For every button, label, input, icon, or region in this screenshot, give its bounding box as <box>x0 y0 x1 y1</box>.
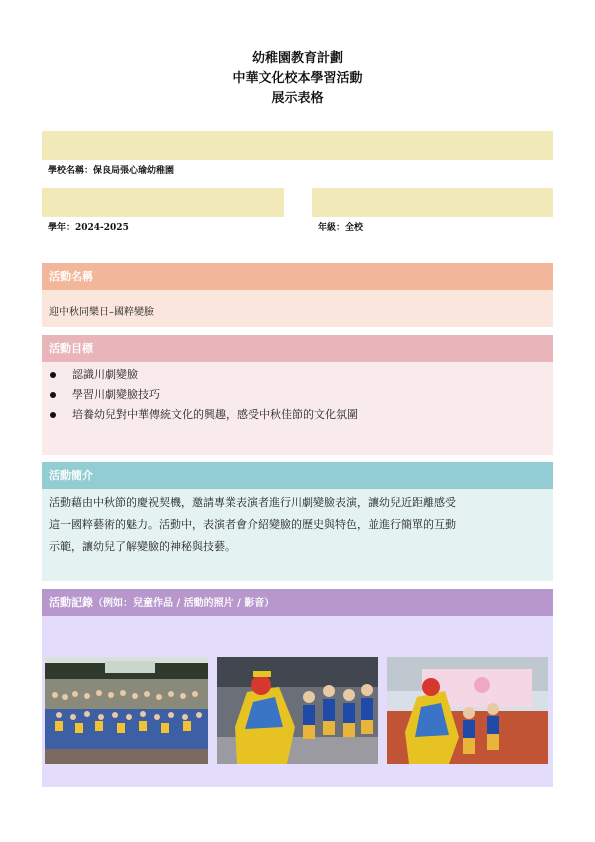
introduction-section <box>42 489 553 581</box>
school-year-bar <box>42 188 284 217</box>
objectives-section <box>42 362 553 455</box>
grade-label: 年級：全校 <box>318 223 364 233</box>
bullet-icon <box>50 372 56 378</box>
bullet-icon <box>50 412 56 418</box>
objectives-heading: 活動目標 <box>42 335 553 362</box>
records-heading-text: 活動記錄 <box>49 596 93 609</box>
records-heading <box>42 589 553 616</box>
activity-name-section <box>42 290 553 327</box>
photo-stage-performance <box>387 657 548 764</box>
objectives-list <box>42 365 553 425</box>
plan-title: 幼稚園教育計劃 <box>251 51 343 66</box>
grade-bar <box>312 188 553 217</box>
records-heading-note: （例如：兒童作品 / 活動的照片 / 影音） <box>93 598 275 609</box>
activity-title: 中華文化校本學習活動 <box>232 71 363 86</box>
bullet-icon <box>50 392 56 398</box>
objective-item: 學習川劇變臉技巧 <box>42 385 553 405</box>
introduction-line: 活動藉由中秋節的慶祝契機，邀請專業表演者進行川劇變臉表演，讓幼兒近距離感受 <box>49 496 456 509</box>
activity-name-heading: 活動名稱 <box>42 263 553 290</box>
activity-name-value: 迎中秋同樂日–國粹變臉 <box>49 307 154 318</box>
photo-performer-children <box>217 657 378 764</box>
introduction-heading: 活動簡介 <box>42 462 553 489</box>
form-title: 展示表格 <box>271 91 324 106</box>
introduction-line: 這一國粹藝術的魅力。活動中，表演者會介紹變臉的歷史與特色，並進行簡單的互動 <box>49 518 456 531</box>
photo-group-playground <box>45 657 208 764</box>
introduction-line: 示範，讓幼兒了解變臉的神秘與技藝。 <box>49 540 236 553</box>
school-name-label: 學校名稱：保良局張心瑜幼稚園 <box>48 166 175 176</box>
objective-item: 培養幼兒對中華傳統文化的興趣，感受中秋佳節的文化氛圍 <box>42 405 553 425</box>
school-name-bar <box>42 131 553 160</box>
school-year-label: 學年：2024-2025 <box>48 223 129 233</box>
objective-item: 認識川劇變臉 <box>42 365 553 385</box>
